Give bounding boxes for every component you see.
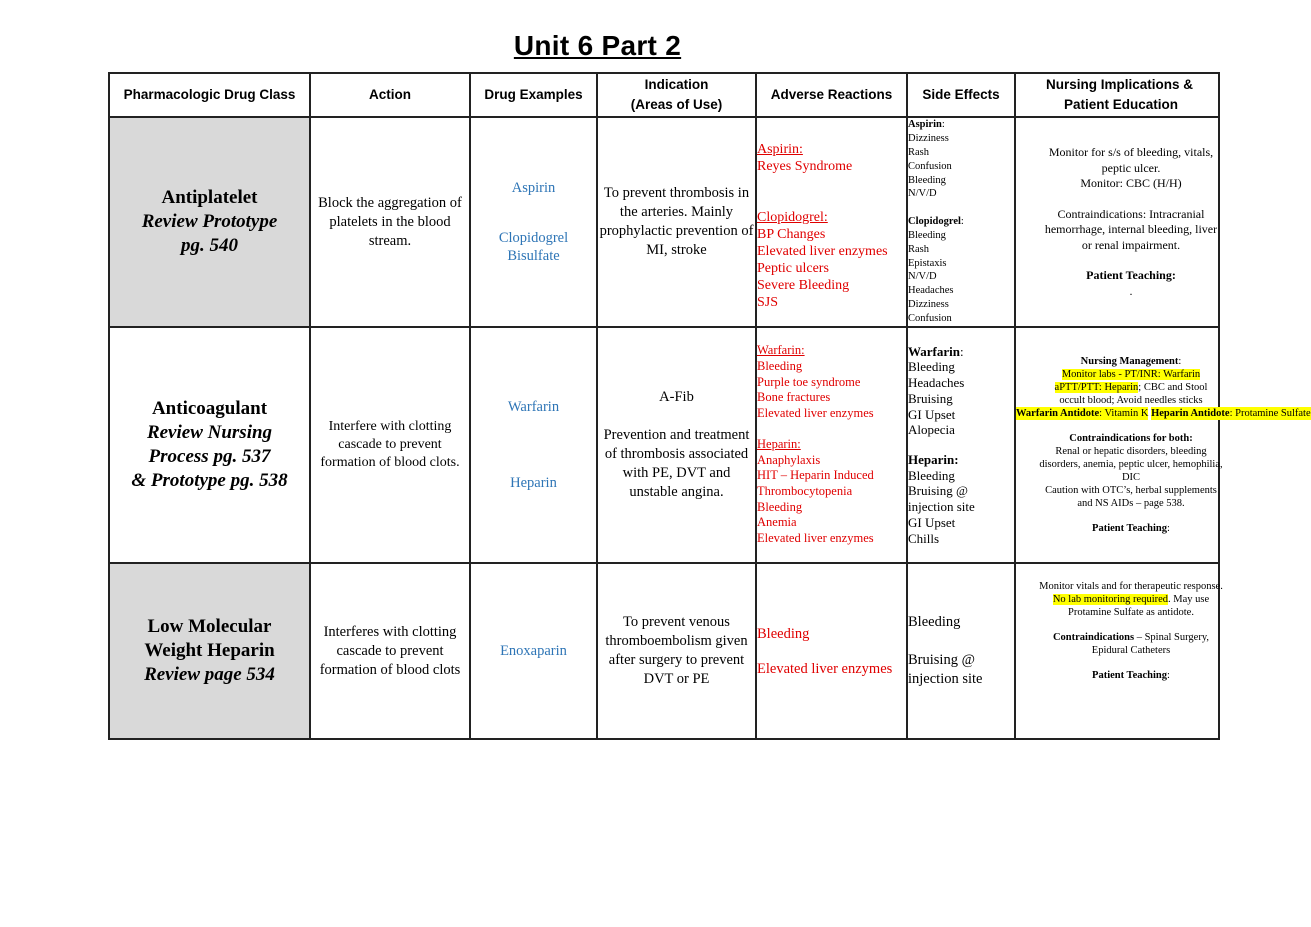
class-name: Low Molecular bbox=[147, 616, 272, 637]
nursing-line: Monitor: CBC (H/H) bbox=[1080, 176, 1182, 190]
nursing-line: Contraindications: Intracranial bbox=[1057, 206, 1205, 221]
side-item: Bruising @ bbox=[908, 483, 969, 499]
side-item: Headaches bbox=[908, 285, 954, 297]
drug-example-cont: Bisulfate bbox=[507, 248, 560, 264]
class-cell bbox=[109, 117, 310, 327]
class-reference: Review page 534 bbox=[144, 664, 275, 685]
header-indication-line2: (Areas of Use) bbox=[630, 97, 723, 112]
nursing-line: Epidural Catheters bbox=[1091, 645, 1171, 656]
header-drug-class: Pharmacologic Drug Class bbox=[109, 73, 310, 117]
nursing-line: peptic ulcer. bbox=[1101, 160, 1161, 175]
side-drug-label: Aspirin bbox=[908, 119, 942, 131]
class-reference: Process pg. 537 bbox=[148, 446, 271, 467]
nursing-line: ; CBC and Stool bbox=[1138, 382, 1208, 393]
side-item: GI Upset bbox=[908, 514, 956, 530]
antidote-label: Heparin Antidote bbox=[1151, 408, 1230, 419]
side-item: N/V/D bbox=[908, 188, 937, 200]
header-nursing-line2: Patient Education bbox=[1064, 97, 1179, 112]
action-cell: Block the aggregation of platelets in the blood stream. bbox=[310, 117, 470, 327]
highlighted-text: aPTT/PTT: Heparin bbox=[1054, 382, 1139, 393]
side-item: GI Upset bbox=[908, 406, 956, 422]
adverse-cell bbox=[756, 117, 907, 327]
side-item: Bruising bbox=[908, 390, 953, 406]
adverse-item: SJS bbox=[757, 295, 779, 310]
adverse-item: Elevated liver enzymes bbox=[757, 531, 874, 546]
nursing-line: Renal or hepatic disorders, bleeding bbox=[1055, 446, 1207, 457]
nursing-cell bbox=[1015, 117, 1219, 327]
nursing-line: . May use bbox=[1168, 594, 1210, 605]
action-cell: Interfere with clotting cascade to prevent formation of blood clots. bbox=[310, 327, 470, 563]
contraindications-label: Contraindications bbox=[1052, 632, 1135, 643]
adverse-item: Reyes Syndrome bbox=[757, 159, 853, 174]
adverse-item: HIT – Heparin Induced bbox=[757, 468, 874, 483]
header-side-effects: Side Effects bbox=[907, 73, 1015, 117]
adverse-item: Bone fractures bbox=[757, 390, 831, 405]
side-item: Confusion bbox=[908, 312, 952, 324]
page-title: Unit 6 Part 2 bbox=[513, 30, 682, 61]
side-item: Rash bbox=[908, 243, 929, 255]
table-row bbox=[109, 563, 1219, 739]
nursing-line: DIC bbox=[1121, 472, 1141, 483]
patient-teaching-label: Patient Teaching bbox=[1092, 523, 1168, 534]
antidote-value: : Protamine Sulfate bbox=[1229, 408, 1311, 419]
class-cell bbox=[109, 563, 310, 739]
adverse-item: Anemia bbox=[757, 515, 797, 530]
side-item: Dizziness bbox=[908, 298, 949, 310]
nursing-line: Protamine Sulfate as antidote. bbox=[1068, 607, 1194, 618]
side-item: Bruising @ bbox=[908, 652, 975, 668]
adverse-item: Bleeding bbox=[757, 625, 810, 642]
nursing-line: – Spinal Surgery, bbox=[1134, 632, 1210, 643]
class-reference: Review Prototype bbox=[141, 211, 278, 232]
highlighted-text: No lab monitoring required bbox=[1052, 594, 1169, 605]
nursing-line: or renal impairment. bbox=[1081, 237, 1181, 252]
indication-line: A-Fib bbox=[659, 389, 694, 405]
nursing-line: . bbox=[1129, 283, 1133, 298]
indication-cell: To prevent venous thromboembolism given after surgery to prevent DVT or PE bbox=[597, 563, 756, 739]
side-item: N/V/D bbox=[908, 271, 937, 283]
nursing-line: occult blood; Avoid needles sticks bbox=[1059, 395, 1203, 406]
nursing-cell: Monitor vitals and for therapeutic response. No lab monitoring required. May use Protamine Sulfate as antidote. Contraindications – Spinal Surgery, Epidural Catheters Patient Teaching: bbox=[1015, 563, 1219, 739]
examples-cell bbox=[470, 563, 597, 739]
drug-example: Warfarin bbox=[507, 399, 560, 415]
side-item: Dizziness bbox=[908, 133, 949, 145]
action-cell: Interferes with clotting cascade to prevent formation of blood clots bbox=[310, 563, 470, 739]
adverse-item: Bleeding bbox=[757, 358, 803, 373]
highlighted-text: Monitor labs - PT/INR: Warfarin bbox=[1061, 369, 1201, 380]
header-indication bbox=[597, 73, 756, 117]
class-name: Weight Heparin bbox=[144, 640, 275, 661]
side-item: Chills bbox=[908, 530, 940, 546]
class-cell bbox=[109, 327, 310, 563]
adverse-item: Anaphylaxis bbox=[757, 452, 821, 467]
drug-example: Clopidogrel bbox=[498, 230, 569, 246]
adverse-cell bbox=[756, 327, 907, 563]
class-name: Anticoagulant bbox=[151, 398, 268, 419]
nursing-line: hemorrhage, internal bleeding, liver bbox=[1044, 222, 1218, 236]
adverse-item: Elevated liver enzymes bbox=[757, 244, 888, 259]
side-effects-cell: Aspirin: Dizziness Rash Confusion Bleeding N/V/D Clopidogrel: Bleeding Rash Epistaxis N/V/D Headaches Dizziness Confusion bbox=[907, 117, 1015, 327]
adverse-drug-label: Aspirin: bbox=[757, 142, 803, 157]
class-reference-page: pg. 540 bbox=[181, 235, 238, 256]
header-drug-examples: Drug Examples bbox=[470, 73, 597, 117]
side-item: Epistaxis bbox=[908, 257, 947, 269]
side-effects-cell bbox=[907, 563, 1015, 739]
side-item: Headaches bbox=[908, 375, 965, 391]
examples-cell bbox=[470, 117, 597, 327]
adverse-item: Severe Bleeding bbox=[757, 278, 850, 293]
nursing-line: Monitor vitals and for therapeutic response. bbox=[1039, 581, 1223, 592]
side-item: Bleeding bbox=[908, 230, 946, 241]
header-nursing bbox=[1015, 73, 1219, 117]
header-indication-line1: Indication bbox=[644, 77, 709, 92]
nursing-line: Monitor for s/s of bleeding, vitals, bbox=[1048, 145, 1214, 159]
adverse-drug-label: Clopidogrel: bbox=[757, 210, 828, 225]
adverse-item: Peptic ulcers bbox=[757, 261, 829, 276]
nursing-line: and NS AIDs – page 538. bbox=[1077, 498, 1185, 509]
contraindications-label: Contraindications for both: bbox=[1069, 433, 1193, 444]
side-item: injection site bbox=[908, 499, 975, 515]
side-item: Bleeding bbox=[908, 174, 946, 186]
adverse-cell bbox=[756, 563, 907, 739]
nursing-line: disorders, anemia, peptic ulcer, hemophilia, bbox=[1039, 459, 1223, 470]
antidote-value: : Vitamin K bbox=[1099, 408, 1149, 419]
adverse-item: Elevated liver enzymes bbox=[757, 660, 893, 677]
drug-example: Enoxaparin bbox=[500, 643, 567, 659]
side-drug-label: Warfarin bbox=[908, 343, 960, 359]
indication-cell: To prevent thrombosis in the arteries. Mainly prophylactic prevention of MI, stroke bbox=[597, 117, 756, 327]
drug-class-table bbox=[108, 72, 1311, 740]
class-reference: & Prototype pg. 538 bbox=[131, 470, 288, 491]
header-nursing-line1: Nursing Implications & bbox=[1046, 77, 1194, 92]
class-name: Antiplatelet bbox=[161, 187, 258, 208]
drug-example: Heparin bbox=[510, 475, 557, 491]
indication-line: Prevention and treatment of thrombosis associated with PE, DVT and unstable angina. bbox=[603, 427, 750, 500]
table-row bbox=[109, 117, 1219, 327]
adverse-item: BP Changes bbox=[757, 227, 826, 242]
side-drug-label: Heparin: bbox=[908, 452, 959, 467]
patient-teaching-label: Patient Teaching bbox=[1092, 670, 1168, 681]
nursing-line: Caution with OTC’s, herbal supplements bbox=[1045, 485, 1217, 496]
class-reference: Review Nursing bbox=[146, 422, 273, 443]
adverse-item: Purple toe syndrome bbox=[757, 374, 861, 389]
side-item: Bleeding bbox=[908, 359, 955, 375]
side-item: Rash bbox=[908, 147, 929, 159]
side-item: Confusion bbox=[908, 160, 952, 172]
examples-cell bbox=[470, 327, 597, 563]
adverse-item: Bleeding bbox=[757, 499, 803, 514]
drug-example: Aspirin bbox=[511, 180, 556, 196]
header-action: Action bbox=[310, 73, 470, 117]
header-adverse-reactions: Adverse Reactions bbox=[756, 73, 907, 117]
adverse-item: Elevated liver enzymes bbox=[757, 406, 874, 421]
adverse-drug-label: Heparin: bbox=[757, 436, 801, 451]
indication-cell bbox=[597, 327, 756, 563]
side-item: injection site bbox=[908, 671, 983, 687]
side-drug-label: Clopidogrel bbox=[908, 216, 961, 228]
nursing-management-label: Nursing Management bbox=[1080, 356, 1179, 367]
table-row bbox=[109, 327, 1219, 563]
patient-teaching-label: Patient Teaching: bbox=[1086, 268, 1176, 282]
adverse-item: Thrombocytopenia bbox=[757, 483, 853, 498]
nursing-cell: Nursing Management: Monitor labs - PT/INR: Warfarin aPTT/PTT: Heparin; CBC and Stool occult blood; Avoid needles sticks Warfarin Antidote: Vitamin K Heparin Antidote: Protamine Sulfate Contraindications for both: Renal or hepatic disorders, bleeding disorders, anemia, peptic ulcer, hemophilia, DIC Caution with OTC’s, herbal supplements and NS AIDs – page 538. Patient Teaching: bbox=[1015, 327, 1219, 563]
side-item: Alopecia bbox=[908, 422, 955, 438]
adverse-drug-label: Warfarin: bbox=[757, 343, 805, 358]
side-item: Bleeding bbox=[908, 614, 961, 630]
antidote-label: Warfarin Antidote bbox=[1016, 408, 1100, 419]
header-row bbox=[109, 73, 1219, 117]
side-effects-cell: Warfarin: Bleeding Headaches Bruising GI Upset Alopecia Heparin: Bleeding Bruising @ injection site GI Upset Chills bbox=[907, 327, 1015, 563]
side-item: Bleeding bbox=[908, 467, 955, 483]
